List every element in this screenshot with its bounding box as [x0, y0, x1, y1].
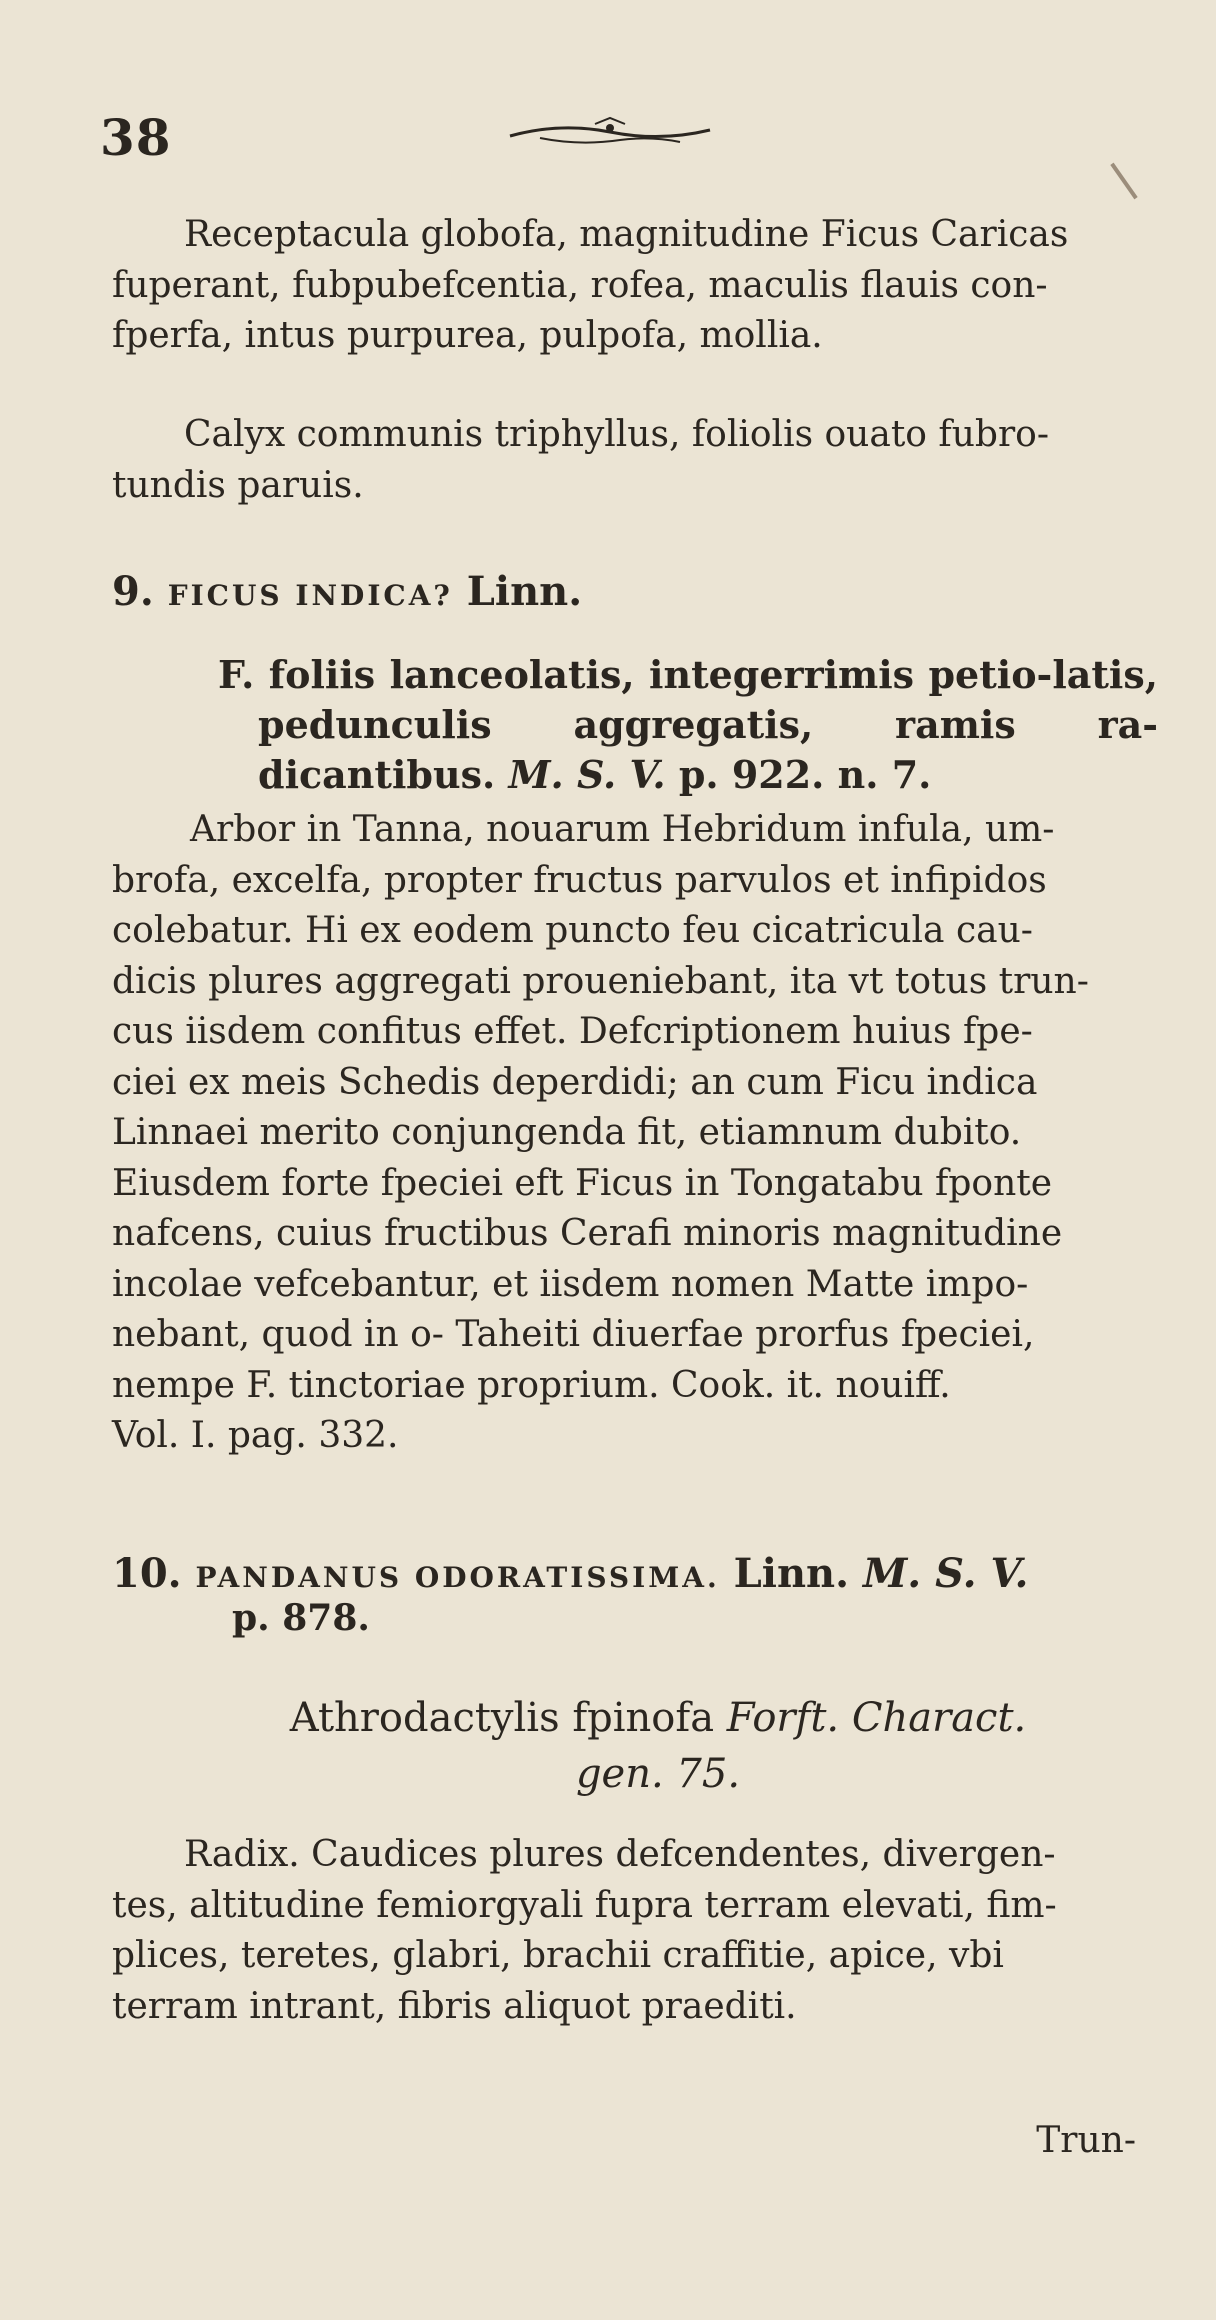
text-line: Arbor in Tanna, nouarum Hebridum infula, um-: [190, 809, 1055, 850]
text-line: Radix. Caudices plures defcendentes, divergen-: [184, 1834, 1056, 1875]
species-page: p. 878.: [232, 1597, 370, 1639]
page-header: [100, 108, 1140, 168]
ink-mark: [1110, 163, 1137, 200]
species-diagnosis-9: [218, 650, 1158, 800]
text-line: fuperant, fubpubefcentia, rofea, maculis flauis con-: [112, 264, 1048, 306]
species-heading-9: [112, 568, 582, 615]
text-line: Receptacula globofa, magnitudine Ficus Caricas: [184, 214, 1069, 255]
synonym: [208, 1690, 1108, 1802]
text-line: nempe F. tinctoriae proprium. Cook. it. nouiff.: [112, 1364, 951, 1406]
species-name: PANDANUS ODORATISSIMA.: [195, 1561, 720, 1594]
paragraph-calyx: [112, 410, 1144, 511]
diagnosis-text: F. foliis lanceolatis, integerrimis petio-latis, pedunculis aggregatis, ramis ra-dicantibus.: [218, 652, 1158, 797]
text-line: Linnaei merito conjungenda fit, etiamnum dubito.: [112, 1112, 1022, 1153]
text-line: ciei ex meis Schedis deperdidi; an cum Ficu indica: [112, 1061, 1038, 1103]
species-author: Linn.: [466, 568, 583, 615]
species-author: Linn.: [733, 1550, 850, 1597]
text-line: Calyx communis triphyllus, foliolis ouato fubro-: [184, 414, 1050, 455]
text-line: cus iisdem confitus effet. Defcriptionem huius fpe-: [112, 1011, 1033, 1052]
synonym-genus: gen. 75.: [575, 1751, 741, 1797]
paragraph-arbor: [112, 805, 1144, 1462]
text-line: Vol. I. pag. 332.: [112, 1415, 399, 1456]
text-line: tundis paruis.: [112, 464, 364, 506]
species-number: 9.: [112, 568, 154, 615]
species-name: FICUS INDICA?: [167, 579, 453, 612]
text-line: dicis plures aggregati proueniebant, ita vt totus trun-: [112, 960, 1089, 1002]
text-line: terram intrant, fibris aliquot praediti.: [112, 1985, 797, 2027]
paragraph-receptacula: [112, 210, 1144, 362]
synonym-name: Athrodactylis fpinofa: [289, 1695, 715, 1741]
text-line: fperfa, intus purpurea, pulpofa, mollia.: [112, 315, 823, 356]
text-line: plices, teretes, glabri, brachii craffitie, apice, vbi: [112, 1935, 1004, 1976]
text-line: brofa, excelfa, propter fructus parvulos et infipidos: [112, 859, 1047, 901]
species-heading-10: [112, 1550, 1152, 1639]
diagnosis-reference: M. S. V.: [508, 752, 666, 797]
page-number: 38: [100, 108, 172, 167]
species-number: 10.: [112, 1550, 182, 1597]
diagnosis-page: p. 922. n. 7.: [678, 752, 932, 797]
text-line: colebatur. Hi ex eodem puncto feu cicatricula cau-: [112, 910, 1033, 951]
synonym-work: Charact.: [851, 1695, 1027, 1741]
header-ornament-icon: [500, 116, 720, 156]
text-line: nafcens, cuius fructibus Cerafi minoris magnitudine: [112, 1213, 1063, 1254]
text-line: nebant, quod in o- Taheiti diuerfae prorfus fpeciei,: [112, 1314, 1035, 1355]
species-reference: M. S. V.: [863, 1550, 1029, 1597]
text-line: tes, altitudine femiorgyali fupra terram elevati, fim-: [112, 1884, 1057, 1926]
text-line: incolae vefcebantur, et iisdem nomen Matte impo-: [112, 1263, 1029, 1305]
paragraph-radix: [112, 1830, 1144, 2032]
synonym-author: Forft.: [726, 1695, 840, 1741]
text-line: Eiusdem forte fpeciei eft Ficus in Tongatabu fponte: [112, 1162, 1053, 1204]
catchword: Trun-: [1036, 2120, 1136, 2161]
